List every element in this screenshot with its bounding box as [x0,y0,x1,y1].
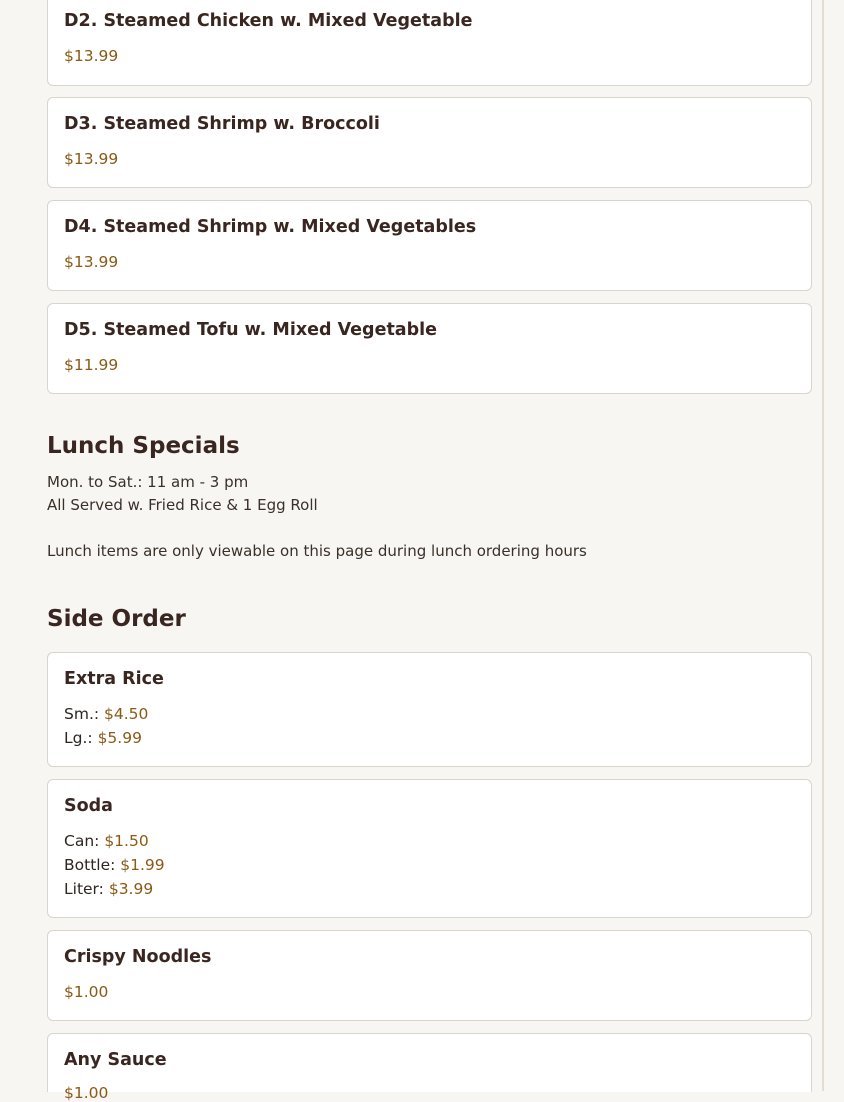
option-label: Lg.: [64,729,93,747]
menu-item-name: Soda [64,796,113,816]
lunch-hours: Mon. to Sat.: 11 am - 3 pm [47,473,249,491]
menu-item-option [64,856,165,874]
menu-item-option [64,880,153,898]
menu-item-name: D4. Steamed Shrimp w. Mixed Vegetables [64,217,477,237]
price-value: $3.99 [108,880,154,898]
menu-item-name: D5. Steamed Tofu w. Mixed Vegetable [64,320,438,340]
side-order-section-title: Side Order [47,606,186,632]
lunch-served-note: All Served w. Fried Rice & 1 Egg Roll [47,496,318,514]
menu-item-price [64,356,118,374]
menu-item-option [64,832,149,850]
option-label: Sm.: [64,705,100,723]
menu-item-card[interactable] [47,930,812,1021]
menu-item-card[interactable] [47,1033,812,1102]
price-value: $13.99 [64,150,119,168]
menu-item-card[interactable] [47,652,812,767]
menu-item-card[interactable] [47,200,812,291]
menu-item-name: D2. Steamed Chicken w. Mixed Vegetable [64,11,473,31]
menu-item-price [64,1084,108,1102]
price-value: $1.99 [120,856,165,874]
price-value: $13.99 [64,253,119,271]
menu-item-card[interactable] [47,97,812,188]
price-value: $11.99 [64,356,119,374]
menu-item-card[interactable] [47,0,812,86]
menu-item-price [64,47,118,65]
option-label: Can: [64,832,100,850]
price-value: $1.00 [64,983,109,1001]
menu-item-name: D3. Steamed Shrimp w. Broccoli [64,114,380,134]
menu-item-card[interactable] [47,303,812,394]
right-divider [822,0,824,1091]
price-value: $1.00 [64,1084,109,1102]
price-value: $4.50 [104,705,149,723]
menu-item-name: Any Sauce [64,1050,167,1070]
menu-item-name: Crispy Noodles [64,947,212,967]
menu-item-name: Extra Rice [64,669,164,689]
menu-item-option [64,705,148,723]
price-value: $1.50 [104,832,149,850]
option-label: Liter: [64,880,104,898]
price-value: $5.99 [97,729,142,747]
menu-item-option [64,729,142,747]
menu-item-price [64,150,118,168]
menu-item-price [64,983,108,1001]
menu-item-card[interactable] [47,779,812,918]
lunch-section-title: Lunch Specials [47,433,240,459]
lunch-availability-note: Lunch items are only viewable on this page during lunch ordering hours [47,542,587,560]
price-value: $13.99 [64,47,119,65]
option-label: Bottle: [64,856,116,874]
menu-item-price [64,253,118,271]
